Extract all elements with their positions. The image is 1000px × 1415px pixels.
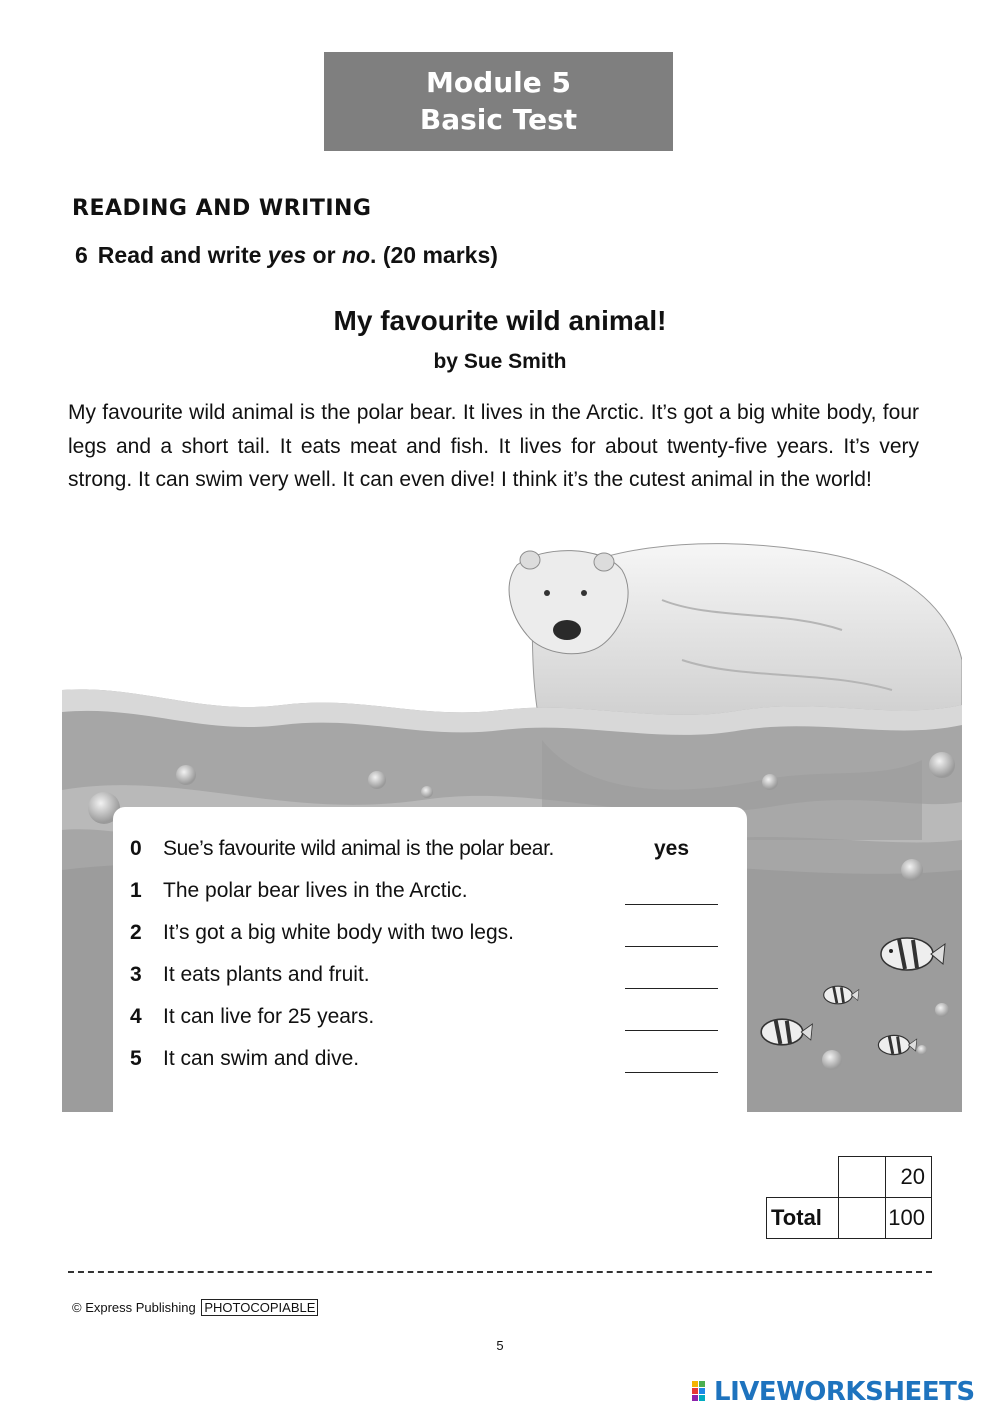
section-title: READING AND WRITING (72, 196, 372, 221)
instruction-text-pre: Read and write (97, 242, 268, 268)
question-row-2 (130, 921, 730, 951)
liveworksheets-logo-icon (692, 1379, 712, 1403)
total-max-score: 100 (886, 1198, 932, 1239)
instruction-no: no (341, 242, 371, 268)
question-row-4 (130, 1005, 730, 1035)
question-number: 2 (130, 921, 142, 944)
instruction-yes: yes (267, 242, 307, 268)
question-text: Sue’s favourite wild animal is the polar bear. (163, 837, 554, 860)
module-header (324, 52, 673, 151)
divider (68, 1271, 932, 1273)
total-label: Total (767, 1198, 839, 1239)
question-text: The polar bear lives in the Arctic. (163, 879, 468, 902)
total-score-cell (839, 1198, 886, 1239)
question-number: 0 (130, 837, 142, 860)
question-number: 3 (130, 963, 142, 986)
answer-blank-2[interactable] (625, 921, 718, 947)
question-row-5 (130, 1047, 730, 1077)
exercise-number: 6 (75, 242, 88, 268)
score-table (766, 1156, 932, 1239)
copyright (72, 1300, 318, 1315)
question-row-1 (130, 879, 730, 909)
test-title: Basic Test (419, 103, 578, 136)
copyright-text: © Express Publishing (72, 1300, 196, 1315)
answer-blank-3[interactable] (625, 963, 718, 989)
question-text: It’s got a big white body with two legs. (163, 921, 514, 944)
question-row-3 (130, 963, 730, 993)
answer-blank-5[interactable] (625, 1047, 718, 1073)
question-text: It eats plants and fruit. (163, 963, 370, 986)
question-text: It can swim and dive. (163, 1047, 360, 1070)
question-number: 5 (130, 1047, 142, 1070)
instruction-text-mid: or (306, 242, 342, 268)
story-title: My favourite wild animal! (333, 305, 667, 336)
score-spacer (767, 1157, 839, 1198)
module-title: Module 5 (426, 66, 571, 99)
section-max-score: 20 (886, 1157, 932, 1198)
answer-blank-1[interactable] (625, 879, 718, 905)
question-number: 1 (130, 879, 142, 902)
question-number: 4 (130, 1005, 142, 1028)
instruction-text-post: . (20 marks) (370, 242, 498, 268)
example-answer: yes (653, 837, 690, 860)
question-row-0 (130, 837, 730, 867)
story-text: My favourite wild animal is the polar bear. It lives in the Arctic. It’s got a big white body, four legs and a short tail. It eats meat and fish. It lives for about twenty-five years. It’s very strong. It can swim very well. It can even dive! I think it’s the cutest animal in the world! (68, 401, 919, 491)
answer-blank-4[interactable] (625, 1005, 718, 1031)
photocopiable-label: PHOTOCOPIABLE (201, 1299, 318, 1316)
liveworksheets-logo-text: LIVEWORKSHEETS (714, 1377, 975, 1407)
question-panel (113, 807, 747, 1112)
section-score-cell (839, 1157, 886, 1198)
question-text: It can live for 25 years. (163, 1005, 375, 1028)
story-author: by Sue Smith (433, 350, 567, 373)
exercise-instruction (75, 242, 498, 269)
page-number: 5 (496, 1338, 504, 1353)
